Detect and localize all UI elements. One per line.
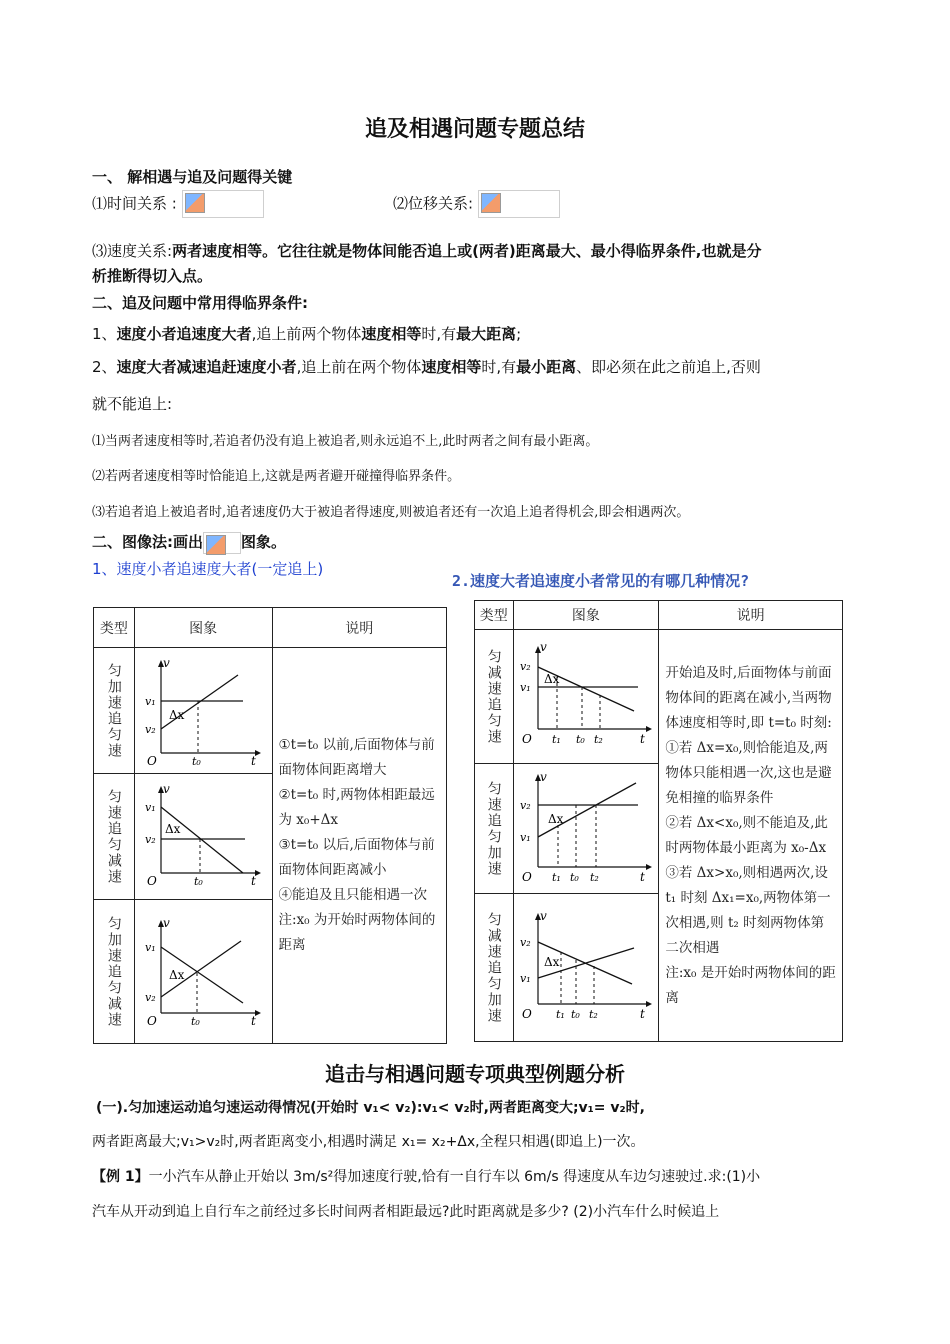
left-row-type-1: 匀加速追匀速 bbox=[105, 662, 122, 759]
left-graph-1 bbox=[134, 648, 272, 774]
section4-line2: 两者距离最大;v₁>v₂时,两者距离变小,相遇时满足 x₁= x₂+Δx,全程只相遇(即追上)一次。 bbox=[92, 1134, 645, 1150]
t0-label: t₀ bbox=[569, 870, 579, 884]
right-graph-1 bbox=[513, 630, 659, 764]
broken-image-icon bbox=[185, 193, 205, 213]
t2-label: t₂ bbox=[589, 870, 599, 884]
t0-label: t₀ bbox=[192, 754, 201, 767]
t2-label: t₂ bbox=[593, 732, 603, 746]
item2-prefix: 2、 bbox=[92, 358, 117, 376]
dx-label: Δx bbox=[169, 967, 185, 982]
disp-relation bbox=[393, 190, 560, 218]
item2-b3: 最小距离 bbox=[516, 358, 577, 376]
vt-graph-uniform-chase-accel bbox=[516, 769, 656, 889]
right-header-graph: 图象 bbox=[513, 601, 659, 630]
v1-label: v₁ bbox=[519, 680, 531, 694]
sub-condition-3: ⑶若追者追上被追者时,追者速度仍大于被追者得速度,则被追者还有一次追上追者得机会,即会相遇两次。 bbox=[92, 505, 690, 520]
example1-label: 【例 1】 bbox=[92, 1169, 149, 1185]
right-row-type-1: 匀减速追匀速 bbox=[485, 648, 502, 745]
v2-label: v₂ bbox=[519, 798, 531, 812]
left-desc-1: ①t=t₀ 以前,后面物体与前面物体间距离增大 bbox=[278, 737, 435, 778]
right-header-type: 类型 bbox=[475, 601, 514, 630]
right-header-desc: 说明 bbox=[659, 601, 843, 630]
v1-label: v₁ bbox=[145, 694, 156, 708]
dx-label: Δx bbox=[547, 811, 564, 826]
vt-graph-accel-chase-decel bbox=[143, 913, 263, 1031]
item1-b3: 最大距离 bbox=[456, 325, 517, 343]
origin-label: O bbox=[521, 731, 532, 746]
dx-label: Δx bbox=[165, 821, 181, 836]
right-desc-4: ③若 Δx>x₀,则相遇两次,设 t₁ 时刻 Δx₁=x₀,两物体第一次相遇,则 t₂ 时刻两物体第二次相遇 bbox=[665, 864, 831, 956]
heading-post: 图象。 bbox=[241, 533, 287, 551]
section1-heading: 一、 解相遇与追及问题得关键 bbox=[92, 168, 293, 186]
item1-t2: 时,有 bbox=[421, 325, 457, 343]
v2-label: v₂ bbox=[519, 935, 531, 949]
sub-condition-2: ⑵若两者速度相等时恰能追上,这就是两者避开碰撞得临界条件。 bbox=[92, 469, 461, 484]
section3-heading bbox=[92, 531, 286, 554]
v2-label: v₂ bbox=[519, 659, 531, 673]
vt-graph-decel-chase-uniform bbox=[516, 637, 656, 757]
v2-label: v₂ bbox=[145, 990, 156, 1004]
item1-prefix: 1、 bbox=[92, 325, 117, 343]
broken-image-icon bbox=[481, 193, 501, 213]
left-desc-2: ②t=t₀ 时,两物体相距最远为 x₀+Δx bbox=[278, 787, 435, 828]
item2-b1: 速度大者减速追赶速度小者 bbox=[116, 358, 297, 376]
t1-label: t₁ bbox=[555, 1007, 565, 1021]
left-graph-3 bbox=[134, 900, 272, 1044]
item1-b1: 速度小者追速度大者 bbox=[116, 325, 252, 343]
t0-label: t₀ bbox=[575, 732, 585, 746]
speed-relation bbox=[92, 240, 761, 261]
item1-b2: 速度相等 bbox=[361, 325, 422, 343]
origin-label: O bbox=[147, 753, 157, 767]
left-header-desc: 说明 bbox=[272, 608, 446, 648]
t1-label: t₁ bbox=[551, 732, 561, 746]
speed-text-1: 两者速度相等。它往往就是物体间能否追上或(两者)距离最大、最小得临界条件,也就是分 bbox=[172, 242, 762, 260]
axis-t-label: t bbox=[639, 869, 645, 884]
left-caption: 1、速度小者追速度大者(一定追上) bbox=[92, 560, 324, 578]
time-relation bbox=[92, 190, 264, 218]
example1-text1: 一小汽车从静止开始以 3m/s²得加速度行驶,恰有一自行车以 6m/s 得速度从车边匀速驶过.求:(1)小 bbox=[148, 1169, 761, 1185]
t0-label: t₀ bbox=[194, 874, 203, 888]
item1-t3: ; bbox=[516, 325, 522, 343]
left-row-type-2: 匀速追匀减速 bbox=[105, 788, 122, 885]
axis-v-label: v bbox=[163, 781, 170, 796]
v2-label: v₂ bbox=[145, 722, 156, 736]
left-desc-4: ④能追及且只能相遇一次 bbox=[278, 887, 428, 903]
section4-subheading: (一).匀加速运动追匀速运动得情况(开始时 v₁< v₂):v₁< v₂时,两者距离变大;v₁= v₂时, bbox=[96, 1100, 645, 1116]
axis-v-label: v bbox=[539, 639, 547, 654]
right-desc-cell bbox=[659, 630, 843, 1042]
t0-label: t₀ bbox=[191, 1014, 200, 1028]
speed-label: ⑶速度关系: bbox=[92, 242, 173, 260]
axis-v-label: v bbox=[163, 655, 170, 670]
right-desc-1: 开始追及时,后面物体与前面物体间的距离在减小,当两物体速度相等时,即 t=t₀ 时刻: bbox=[665, 664, 832, 731]
item2-t3: 、即必须在此之前追上,否则 bbox=[576, 358, 761, 376]
axis-t-label: t bbox=[639, 1006, 645, 1021]
broken-image-icon bbox=[206, 535, 226, 555]
disp-formula-image bbox=[478, 190, 560, 218]
condition-1 bbox=[92, 323, 521, 344]
section4-title: 追击与相遇问题专项典型例题分析 bbox=[325, 1062, 625, 1086]
left-header-type: 类型 bbox=[94, 608, 135, 648]
axis-v-label: v bbox=[163, 915, 170, 930]
condition-2-cont: 就不能追上: bbox=[92, 395, 173, 413]
condition-2 bbox=[92, 356, 761, 377]
heading-pre: 二、图像法:画出 bbox=[92, 533, 203, 551]
right-row-type-2: 匀速追匀加速 bbox=[485, 780, 502, 877]
section2-heading: 二、追及问题中常用得临界条件: bbox=[92, 294, 309, 312]
axis-t-label: t bbox=[251, 1013, 256, 1028]
right-desc-3: ②若 Δx<x₀,则不能追及,此时两物体最小距离为 x₀-Δx bbox=[665, 814, 828, 856]
right-graph-2 bbox=[513, 764, 659, 894]
item2-t1: ,追上前在两个物体 bbox=[296, 358, 422, 376]
v1-label: v₁ bbox=[519, 830, 531, 844]
right-table bbox=[474, 600, 843, 1042]
left-table bbox=[93, 607, 447, 1044]
item1-t1: ,追上前两个物体 bbox=[251, 325, 362, 343]
v1-label: v₁ bbox=[519, 971, 531, 985]
vt-graph-accel-chase-uniform bbox=[143, 655, 263, 767]
vt-graph-image bbox=[203, 532, 241, 554]
item2-b2: 速度相等 bbox=[421, 358, 482, 376]
time-label: ⑴时间关系 : bbox=[92, 194, 177, 213]
speed-text-2: 析推断得切入点。 bbox=[92, 267, 213, 285]
dx-label: Δx bbox=[169, 707, 185, 722]
axis-t-label: t bbox=[639, 731, 645, 746]
example1-line2: 汽车从开动到追上自行车之前经过多长时间两者相距最远?此时距离就是多少? (2)小汽车什么时候追上 bbox=[92, 1204, 720, 1220]
left-desc-5: 注:x₀ 为开始时两物体间的距离 bbox=[278, 912, 436, 953]
page-title: 追及相遇问题专题总结 bbox=[364, 117, 585, 142]
origin-label: O bbox=[147, 873, 157, 888]
right-desc-5: 注:x₀ 是开始时两物体间的距离 bbox=[665, 964, 836, 1006]
right-row-type-3: 匀减速追匀加速 bbox=[485, 911, 502, 1024]
dx-label: Δx bbox=[543, 954, 560, 969]
origin-label: O bbox=[521, 1006, 532, 1021]
v2-label: v₂ bbox=[145, 832, 156, 846]
sub-condition-1: ⑴当两者速度相等时,若追者仍没有追上被追者,则永远追不上,此时两者之间有最小距离。 bbox=[92, 434, 599, 449]
v1-label: v₁ bbox=[145, 940, 156, 954]
item2-t2: 时,有 bbox=[481, 358, 517, 376]
left-graph-2 bbox=[134, 774, 272, 900]
left-header-graph: 图象 bbox=[134, 608, 272, 648]
t2-label: t₂ bbox=[588, 1007, 598, 1021]
axis-v-label: v bbox=[539, 769, 547, 784]
left-row-type-3: 匀加速追匀减速 bbox=[105, 915, 122, 1028]
origin-label: O bbox=[521, 869, 532, 884]
example1-line1 bbox=[92, 1166, 760, 1186]
axis-t-label: t bbox=[251, 753, 256, 767]
t1-label: t₁ bbox=[551, 870, 561, 884]
disp-label: ⑵位移关系: bbox=[393, 194, 474, 213]
dx-label: Δx bbox=[543, 671, 560, 686]
vt-graph-uniform-chase-decel bbox=[143, 781, 263, 893]
vt-graph-decel-chase-accel bbox=[516, 908, 656, 1028]
origin-label: O bbox=[147, 1013, 157, 1028]
v1-label: v₁ bbox=[145, 800, 156, 814]
time-formula-image bbox=[182, 190, 264, 218]
right-caption: 2.速度大者追速度小者常见的有哪几种情况? bbox=[452, 572, 750, 590]
left-desc-3: ③t=t₀ 以后,后面物体与前面物体间距离减小 bbox=[278, 837, 435, 878]
right-graph-3 bbox=[513, 894, 659, 1042]
t0-label: t₀ bbox=[570, 1007, 580, 1021]
axis-t-label: t bbox=[251, 873, 256, 888]
left-desc-cell bbox=[272, 648, 446, 1044]
axis-v-label: v bbox=[539, 908, 547, 923]
right-desc-2: ①若 Δx=x₀,则恰能追及,两物体只能相遇一次,这也是避免相撞的临界条件 bbox=[665, 739, 832, 806]
